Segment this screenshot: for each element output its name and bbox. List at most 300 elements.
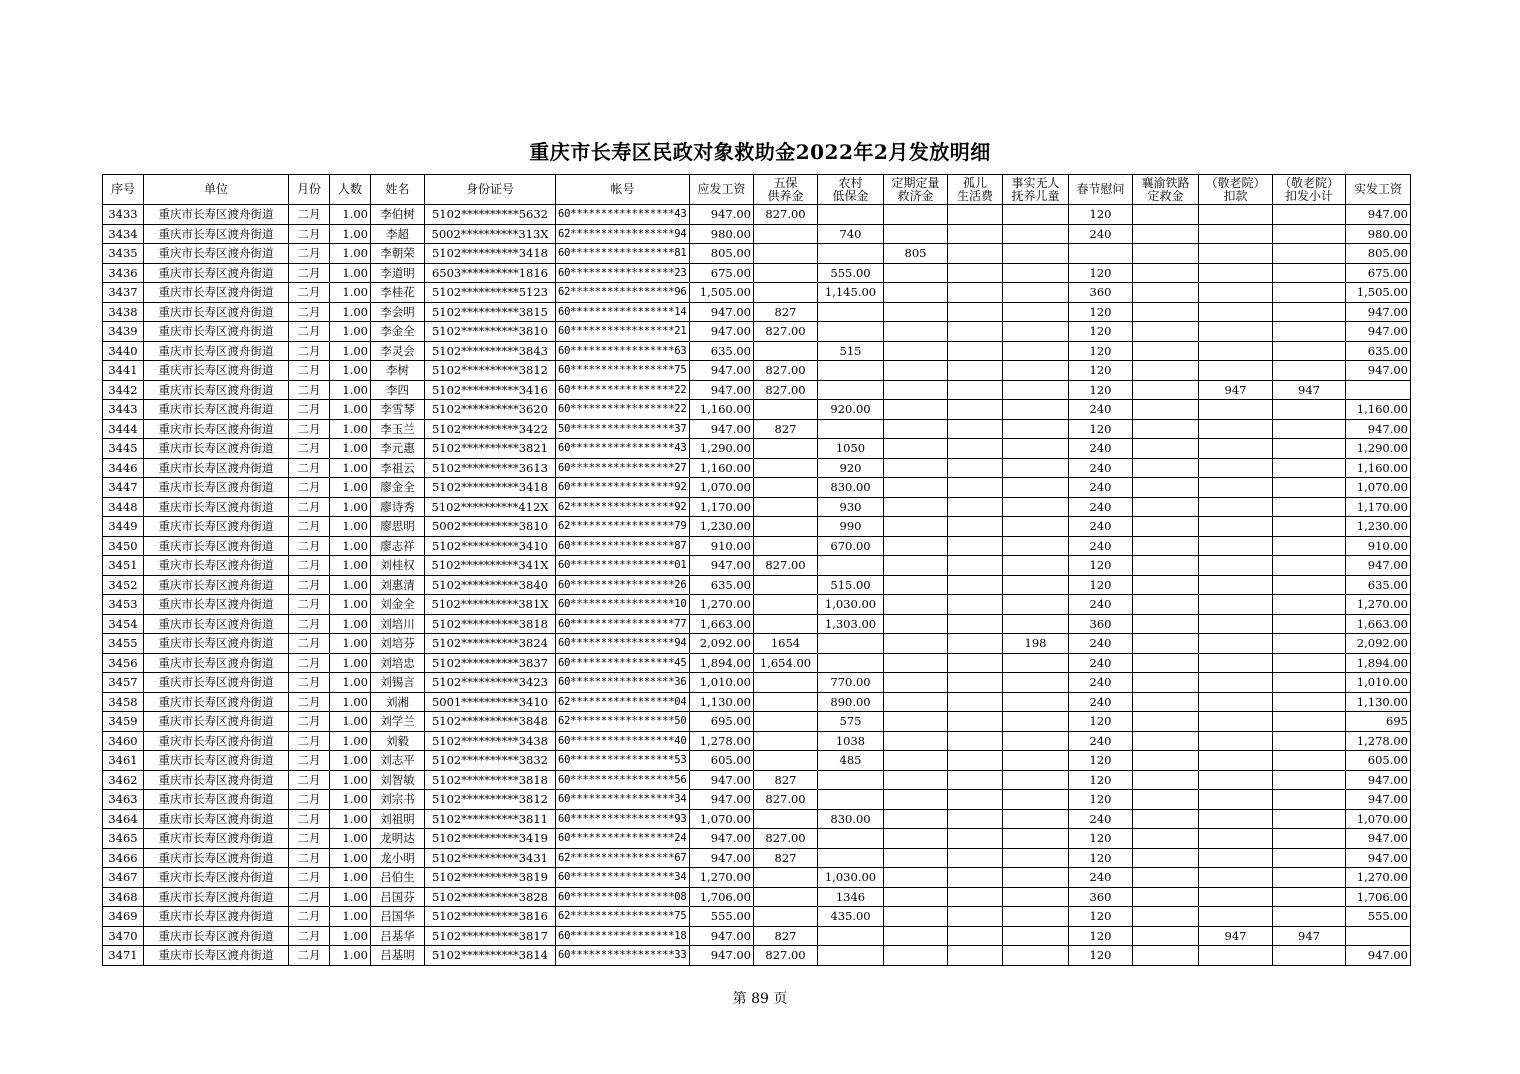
rural-subsistence-cell [818,634,884,654]
five-guarantee-cell [754,731,818,751]
unsupported-child-cell [1003,614,1069,634]
five-guarantee-cell [754,224,818,244]
gross-amount-cell: 1,270.00 [690,868,754,888]
id-number-cell: 5102**********412X [425,497,556,517]
name-cell: 刘培川 [371,614,425,634]
id-number-cell: 5102**********3410 [425,536,556,556]
nursing-home-subtotal-cell [1273,302,1346,322]
spring-festival-cell: 360 [1069,283,1133,303]
nursing-home-subtotal-cell [1273,868,1346,888]
railway-relief-cell [1133,517,1199,537]
unit-cell: 重庆市长寿区渡舟街道 [144,361,289,381]
month-cell: 二月 [289,946,330,966]
serial-number-cell: 3452 [103,575,144,595]
net-amount-cell: 947.00 [1346,790,1411,810]
nursing-home-deduction-cell [1199,283,1273,303]
table-row [103,595,1411,615]
five-guarantee-cell [754,751,818,771]
people-count-cell: 1.00 [330,244,371,264]
column-header [948,175,1003,205]
unsupported-child-cell [1003,263,1069,283]
table-body [103,205,1411,966]
account-number-cell: 60*****************36 [556,673,690,693]
account-number-cell: 60*****************33 [556,946,690,966]
nursing-home-subtotal-cell [1273,770,1346,790]
unit-cell: 重庆市长寿区渡舟街道 [144,419,289,439]
unsupported-child-cell [1003,322,1069,342]
rural-subsistence-cell: 1,030.00 [818,595,884,615]
table-row [103,536,1411,556]
rural-subsistence-cell [818,302,884,322]
regular-relief-cell [884,302,948,322]
column-header-text: 月份 [296,182,321,196]
gross-amount-cell: 2,092.00 [690,634,754,654]
rural-subsistence-cell [818,848,884,868]
net-amount-cell: 947.00 [1346,361,1411,381]
id-number-cell: 5102**********3840 [425,575,556,595]
people-count-cell: 1.00 [330,263,371,283]
nursing-home-deduction-cell [1199,946,1273,966]
railway-relief-cell [1133,907,1199,927]
column-header-text: 实发工资 [1353,182,1402,196]
nursing-home-subtotal-cell [1273,224,1346,244]
name-cell: 李朝荣 [371,244,425,264]
rural-subsistence-cell: 770.00 [818,673,884,693]
nursing-home-deduction-cell: 947 [1199,926,1273,946]
column-header [556,175,690,205]
name-cell: 李祖云 [371,458,425,478]
name-cell: 刘惠清 [371,575,425,595]
unit-cell: 重庆市长寿区渡舟街道 [144,556,289,576]
month-cell: 二月 [289,595,330,615]
name-cell: 吕基华 [371,926,425,946]
column-header [103,175,144,205]
spring-festival-cell: 120 [1069,848,1133,868]
name-cell: 李玉兰 [371,419,425,439]
gross-amount-cell: 947.00 [690,419,754,439]
gross-amount-cell: 947.00 [690,770,754,790]
nursing-home-deduction-cell [1199,361,1273,381]
people-count-cell: 1.00 [330,341,371,361]
nursing-home-subtotal-cell [1273,205,1346,225]
orphan-allowance-cell [948,595,1003,615]
people-count-cell: 1.00 [330,731,371,751]
people-count-cell: 1.00 [330,380,371,400]
people-count-cell: 1.00 [330,556,371,576]
rural-subsistence-cell [818,829,884,849]
table-row [103,907,1411,927]
serial-number-cell: 3453 [103,595,144,615]
column-header [371,175,425,205]
gross-amount-cell: 947.00 [690,322,754,342]
five-guarantee-cell [754,497,818,517]
month-cell: 二月 [289,848,330,868]
unit-cell: 重庆市长寿区渡舟街道 [144,731,289,751]
people-count-cell: 1.00 [330,361,371,381]
name-cell: 刘祖明 [371,809,425,829]
unit-cell: 重庆市长寿区渡舟街道 [144,926,289,946]
five-guarantee-cell: 827.00 [754,556,818,576]
serial-number-cell: 3441 [103,361,144,381]
gross-amount-cell: 635.00 [690,341,754,361]
serial-number-cell: 3448 [103,497,144,517]
id-number-cell: 5102**********3438 [425,731,556,751]
unit-cell: 重庆市长寿区渡舟街道 [144,653,289,673]
account-number-cell: 60*****************43 [556,439,690,459]
unsupported-child-cell [1003,731,1069,751]
gross-amount-cell: 635.00 [690,575,754,595]
id-number-cell: 5102**********3832 [425,751,556,771]
account-number-cell: 60*****************43 [556,205,690,225]
nursing-home-deduction-cell [1199,692,1273,712]
orphan-allowance-cell [948,926,1003,946]
nursing-home-deduction-cell [1199,673,1273,693]
id-number-cell: 5102**********381X [425,595,556,615]
railway-relief-cell [1133,751,1199,771]
unsupported-child-cell [1003,751,1069,771]
nursing-home-subtotal-cell [1273,322,1346,342]
id-number-cell: 5102**********3418 [425,478,556,498]
column-header [1346,175,1411,205]
month-cell: 二月 [289,497,330,517]
gross-amount-cell: 1,894.00 [690,653,754,673]
table-row [103,497,1411,517]
nursing-home-subtotal-cell [1273,400,1346,420]
net-amount-cell: 1,230.00 [1346,517,1411,537]
orphan-allowance-cell [948,205,1003,225]
spring-festival-cell: 240 [1069,653,1133,673]
rural-subsistence-cell [818,205,884,225]
nursing-home-subtotal-cell [1273,829,1346,849]
month-cell: 二月 [289,829,330,849]
column-header [1069,175,1133,205]
month-cell: 二月 [289,653,330,673]
table-row [103,458,1411,478]
name-cell: 吕基明 [371,946,425,966]
unit-cell: 重庆市长寿区渡舟街道 [144,380,289,400]
unsupported-child-cell [1003,887,1069,907]
unit-cell: 重庆市长寿区渡舟街道 [144,595,289,615]
spring-festival-cell: 120 [1069,712,1133,732]
net-amount-cell: 1,290.00 [1346,439,1411,459]
net-amount-cell: 947.00 [1346,302,1411,322]
five-guarantee-cell [754,595,818,615]
railway-relief-cell [1133,946,1199,966]
orphan-allowance-cell [948,575,1003,595]
orphan-allowance-cell [948,614,1003,634]
people-count-cell: 1.00 [330,224,371,244]
unit-cell: 重庆市长寿区渡舟街道 [144,751,289,771]
rural-subsistence-cell [818,770,884,790]
unit-cell: 重庆市长寿区渡舟街道 [144,536,289,556]
gross-amount-cell: 1,663.00 [690,614,754,634]
rural-subsistence-cell [818,361,884,381]
regular-relief-cell [884,478,948,498]
gross-amount-cell: 695.00 [690,712,754,732]
gross-amount-cell: 1,706.00 [690,887,754,907]
rural-subsistence-cell [818,244,884,264]
month-cell: 二月 [289,634,330,654]
railway-relief-cell [1133,302,1199,322]
nursing-home-subtotal-cell [1273,517,1346,537]
regular-relief-cell [884,439,948,459]
net-amount-cell: 635.00 [1346,341,1411,361]
nursing-home-deduction-cell [1199,322,1273,342]
nursing-home-subtotal-cell [1273,809,1346,829]
five-guarantee-cell [754,536,818,556]
table-row [103,244,1411,264]
unsupported-child-cell [1003,556,1069,576]
table-row [103,868,1411,888]
nursing-home-deduction-cell [1199,653,1273,673]
month-cell: 二月 [289,907,330,927]
railway-relief-cell [1133,926,1199,946]
net-amount-cell: 947.00 [1346,770,1411,790]
five-guarantee-cell [754,692,818,712]
nursing-home-subtotal-cell [1273,478,1346,498]
column-header-text: 农村 [838,175,863,190]
name-cell: 李会明 [371,302,425,322]
serial-number-cell: 3466 [103,848,144,868]
account-number-cell: 62*****************92 [556,497,690,517]
name-cell: 刘宗书 [371,790,425,810]
id-number-cell: 6503**********1816 [425,263,556,283]
unsupported-child-cell [1003,341,1069,361]
net-amount-cell: 1,894.00 [1346,653,1411,673]
name-cell: 刘培忠 [371,653,425,673]
railway-relief-cell [1133,263,1199,283]
name-cell: 刘桂权 [371,556,425,576]
month-cell: 二月 [289,887,330,907]
name-cell: 龙小明 [371,848,425,868]
month-cell: 二月 [289,868,330,888]
table-row [103,205,1411,225]
nursing-home-subtotal-cell [1273,712,1346,732]
column-header [425,175,556,205]
unsupported-child-cell [1003,400,1069,420]
account-number-cell: 60*****************08 [556,887,690,907]
account-number-cell: 60*****************22 [556,380,690,400]
account-number-cell: 60*****************87 [556,536,690,556]
nursing-home-subtotal-cell [1273,419,1346,439]
column-header [1273,175,1346,205]
unit-cell: 重庆市长寿区渡舟街道 [144,887,289,907]
orphan-allowance-cell [948,439,1003,459]
orphan-allowance-cell [948,263,1003,283]
table-row [103,380,1411,400]
five-guarantee-cell [754,575,818,595]
spring-festival-cell: 240 [1069,809,1133,829]
name-cell: 廖志祥 [371,536,425,556]
net-amount-cell: 675.00 [1346,263,1411,283]
rural-subsistence-cell: 515.00 [818,575,884,595]
net-amount-cell: 1,170.00 [1346,497,1411,517]
five-guarantee-cell: 827.00 [754,380,818,400]
nursing-home-subtotal-cell [1273,439,1346,459]
unit-cell: 重庆市长寿区渡舟街道 [144,712,289,732]
serial-number-cell: 3445 [103,439,144,459]
unsupported-child-cell [1003,575,1069,595]
gross-amount-cell: 947.00 [690,556,754,576]
column-header-text: 帐号 [610,182,635,196]
account-number-cell: 60*****************22 [556,400,690,420]
regular-relief-cell [884,205,948,225]
five-guarantee-cell: 827 [754,419,818,439]
people-count-cell: 1.00 [330,400,371,420]
rural-subsistence-cell: 830.00 [818,809,884,829]
id-number-cell: 5102**********3828 [425,887,556,907]
railway-relief-cell [1133,400,1199,420]
unit-cell: 重庆市长寿区渡舟街道 [144,341,289,361]
five-guarantee-cell [754,400,818,420]
account-number-cell: 62*****************04 [556,692,690,712]
railway-relief-cell [1133,439,1199,459]
unit-cell: 重庆市长寿区渡舟街道 [144,400,289,420]
orphan-allowance-cell [948,224,1003,244]
nursing-home-deduction-cell [1199,478,1273,498]
month-cell: 二月 [289,809,330,829]
serial-number-cell: 3444 [103,419,144,439]
table-row [103,751,1411,771]
month-cell: 二月 [289,790,330,810]
id-number-cell: 5102**********3824 [425,634,556,654]
rural-subsistence-cell: 515 [818,341,884,361]
spring-festival-cell: 120 [1069,946,1133,966]
name-cell: 李雪琴 [371,400,425,420]
five-guarantee-cell [754,283,818,303]
gross-amount-cell: 947.00 [690,790,754,810]
name-cell: 李四 [371,380,425,400]
account-number-cell: 60*****************63 [556,341,690,361]
serial-number-cell: 3435 [103,244,144,264]
account-number-cell: 60*****************34 [556,868,690,888]
column-header-text: 单位 [203,182,228,196]
account-number-cell: 60*****************56 [556,770,690,790]
railway-relief-cell [1133,770,1199,790]
month-cell: 二月 [289,205,330,225]
name-cell: 刘志平 [371,751,425,771]
serial-number-cell: 3464 [103,809,144,829]
nursing-home-subtotal-cell [1273,673,1346,693]
people-count-cell: 1.00 [330,848,371,868]
rural-subsistence-cell: 740 [818,224,884,244]
nursing-home-deduction-cell [1199,848,1273,868]
railway-relief-cell [1133,458,1199,478]
id-number-cell: 5102**********3817 [425,926,556,946]
account-number-cell: 60*****************26 [556,575,690,595]
railway-relief-cell [1133,361,1199,381]
nursing-home-subtotal-cell [1273,751,1346,771]
spring-festival-cell: 120 [1069,926,1133,946]
five-guarantee-cell [754,712,818,732]
unsupported-child-cell [1003,536,1069,556]
nursing-home-deduction-cell [1199,497,1273,517]
people-count-cell: 1.00 [330,770,371,790]
people-count-cell: 1.00 [330,887,371,907]
unit-cell: 重庆市长寿区渡舟街道 [144,263,289,283]
regular-relief-cell [884,263,948,283]
nursing-home-deduction-cell [1199,536,1273,556]
month-cell: 二月 [289,614,330,634]
nursing-home-deduction-cell: 947 [1199,380,1273,400]
spring-festival-cell: 120 [1069,302,1133,322]
orphan-allowance-cell [948,751,1003,771]
nursing-home-subtotal-cell [1273,790,1346,810]
regular-relief-cell [884,653,948,673]
serial-number-cell: 3436 [103,263,144,283]
unit-cell: 重庆市长寿区渡舟街道 [144,673,289,693]
table-row [103,887,1411,907]
nursing-home-subtotal-cell [1273,731,1346,751]
unsupported-child-cell [1003,224,1069,244]
railway-relief-cell [1133,205,1199,225]
rural-subsistence-cell [818,926,884,946]
gross-amount-cell: 1,160.00 [690,458,754,478]
id-number-cell: 5102**********3810 [425,322,556,342]
month-cell: 二月 [289,400,330,420]
month-cell: 二月 [289,517,330,537]
table-row [103,400,1411,420]
nursing-home-deduction-cell [1199,263,1273,283]
unsupported-child-cell [1003,673,1069,693]
name-cell: 吕伯生 [371,868,425,888]
name-cell: 刘金全 [371,595,425,615]
name-cell: 廖思明 [371,517,425,537]
five-guarantee-cell: 827 [754,848,818,868]
month-cell: 二月 [289,244,330,264]
people-count-cell: 1.00 [330,205,371,225]
orphan-allowance-cell [948,907,1003,927]
column-header-text: 应发工资 [697,182,746,196]
nursing-home-deduction-cell [1199,575,1273,595]
nursing-home-subtotal-cell [1273,692,1346,712]
id-number-cell: 5102**********3821 [425,439,556,459]
id-number-cell: 5102**********341X [425,556,556,576]
id-number-cell: 5102**********3812 [425,361,556,381]
account-number-cell: 62*****************67 [556,848,690,868]
nursing-home-subtotal-cell [1273,536,1346,556]
railway-relief-cell [1133,868,1199,888]
spring-festival-cell: 120 [1069,556,1133,576]
spring-festival-cell: 120 [1069,341,1133,361]
net-amount-cell: 947.00 [1346,419,1411,439]
rural-subsistence-cell: 485 [818,751,884,771]
serial-number-cell: 3455 [103,634,144,654]
unit-cell: 重庆市长寿区渡舟街道 [144,809,289,829]
spring-festival-cell: 360 [1069,614,1133,634]
five-guarantee-cell: 827.00 [754,205,818,225]
rural-subsistence-cell: 555.00 [818,263,884,283]
gross-amount-cell: 947.00 [690,946,754,966]
serial-number-cell: 3439 [103,322,144,342]
nursing-home-deduction-cell [1199,458,1273,478]
net-amount-cell: 1,505.00 [1346,283,1411,303]
nursing-home-subtotal-cell [1273,263,1346,283]
people-count-cell: 1.00 [330,536,371,556]
name-cell: 龙明达 [371,829,425,849]
people-count-cell: 1.00 [330,653,371,673]
column-header [330,175,371,205]
railway-relief-cell [1133,224,1199,244]
orphan-allowance-cell [948,341,1003,361]
nursing-home-deduction-cell [1199,341,1273,361]
unsupported-child-cell [1003,809,1069,829]
column-header [754,175,818,205]
rural-subsistence-cell: 990 [818,517,884,537]
net-amount-cell: 947.00 [1346,556,1411,576]
nursing-home-subtotal-cell [1273,283,1346,303]
railway-relief-cell [1133,809,1199,829]
